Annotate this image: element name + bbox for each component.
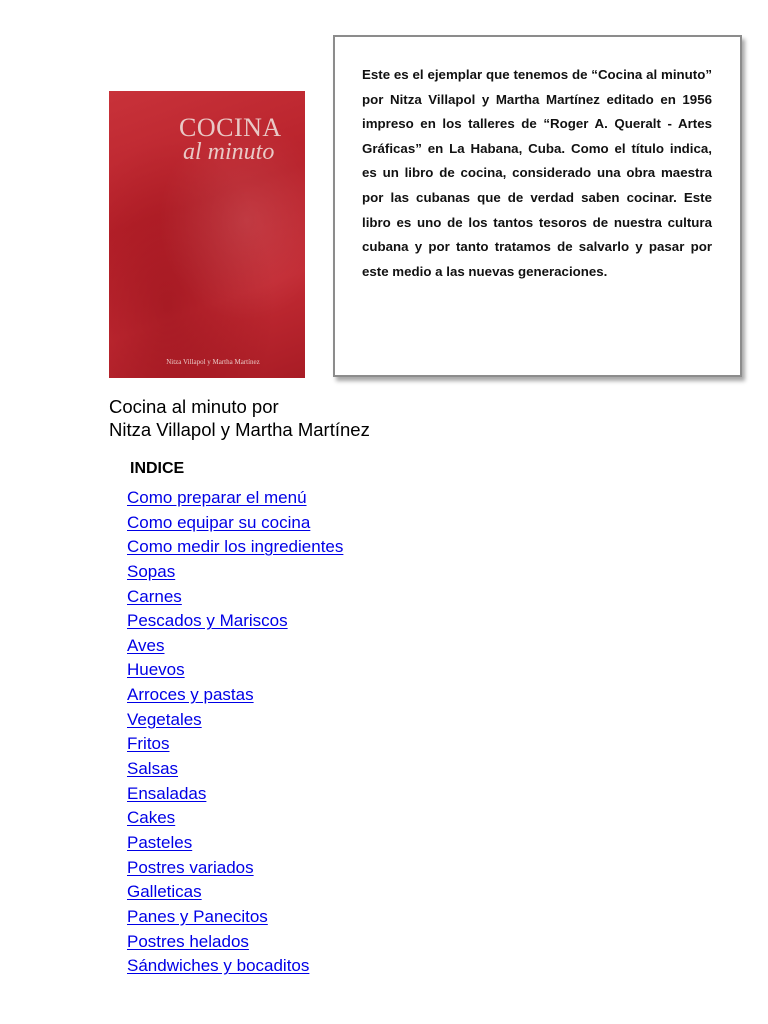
- index-link-postres-helados[interactable]: Postres helados: [127, 931, 249, 951]
- list-item: [127, 831, 343, 856]
- book-cover-image: [109, 91, 305, 378]
- list-item: [127, 880, 343, 905]
- list-item: [127, 634, 343, 659]
- index-heading: INDICE: [130, 460, 185, 477]
- list-item: [127, 856, 343, 881]
- index-link-panes-panecitos[interactable]: Panes y Panecitos: [127, 906, 268, 926]
- index-link-arroces-pastas[interactable]: Arroces y pastas: [127, 685, 254, 705]
- cover-title: COCINA: [179, 113, 282, 142]
- index-link-equipar-cocina[interactable]: Como equipar su cocina: [127, 512, 311, 532]
- index-link-cakes[interactable]: Cakes: [127, 808, 176, 828]
- index-list: [127, 486, 343, 979]
- list-item: [127, 954, 343, 979]
- index-link-salsas[interactable]: Salsas: [127, 759, 179, 779]
- description-text: Este es el ejemplar que tenemos de “Cocina al minuto” por Nitza Villapol y Martha Martínez editado en 1956 impreso en los talleres de “Roger A. Queralt - Artes Gráficas” en La Habana, Cuba. Como el título indica, es un libro de cocina, considerado una obra maestra por las cubanas que de verdad saben cocinar. Este libro es uno de los tantos tesoros de nuestra cultura cubana y por tanto tratamos de salvarlo y pasar por este medio a las nuevas generaciones.: [362, 67, 712, 279]
- index-link-medir-ingredientes[interactable]: Como medir los ingredientes: [127, 537, 344, 557]
- list-item: [127, 732, 343, 757]
- page-title-line-2: Nitza Villapol y Martha Martínez: [109, 419, 370, 440]
- index-link-ensaladas[interactable]: Ensaladas: [127, 783, 207, 803]
- list-item: [127, 806, 343, 831]
- index-link-galleticas[interactable]: Galleticas: [127, 882, 202, 902]
- index-link-sopas[interactable]: Sopas: [127, 561, 176, 581]
- list-item: [127, 757, 343, 782]
- index-link-vegetales[interactable]: Vegetales: [127, 709, 202, 729]
- index-link-postres-variados[interactable]: Postres variados: [127, 857, 254, 877]
- list-item: [127, 782, 343, 807]
- list-item: [127, 658, 343, 683]
- index-link-aves[interactable]: Aves: [127, 635, 165, 655]
- list-item: [127, 930, 343, 955]
- list-item: [127, 560, 343, 585]
- index-link-carnes[interactable]: Carnes: [127, 586, 182, 606]
- list-item: [127, 708, 343, 733]
- list-item: [127, 535, 343, 560]
- list-item: [127, 683, 343, 708]
- cover-authors: Nitza Villapol y Martha Martínez: [166, 358, 260, 366]
- index-link-sandwiches-bocaditos[interactable]: Sándwiches y bocaditos: [127, 956, 310, 976]
- list-item: [127, 585, 343, 610]
- index-link-fritos[interactable]: Fritos: [127, 734, 170, 754]
- page-title: [109, 395, 370, 441]
- cover-subtitle: al minuto: [183, 139, 275, 165]
- index-link-menu[interactable]: Como preparar el menú: [127, 488, 307, 507]
- list-item: [127, 905, 343, 930]
- list-item: [127, 486, 343, 511]
- list-item: [127, 511, 343, 536]
- index-link-pasteles[interactable]: Pasteles: [127, 832, 193, 852]
- index-link-huevos[interactable]: Huevos: [127, 660, 185, 680]
- page-title-line-1: Cocina al minuto por: [109, 396, 279, 417]
- index-link-pescados-mariscos[interactable]: Pescados y Mariscos: [127, 611, 288, 631]
- description-box: [333, 35, 742, 377]
- list-item: [127, 609, 343, 634]
